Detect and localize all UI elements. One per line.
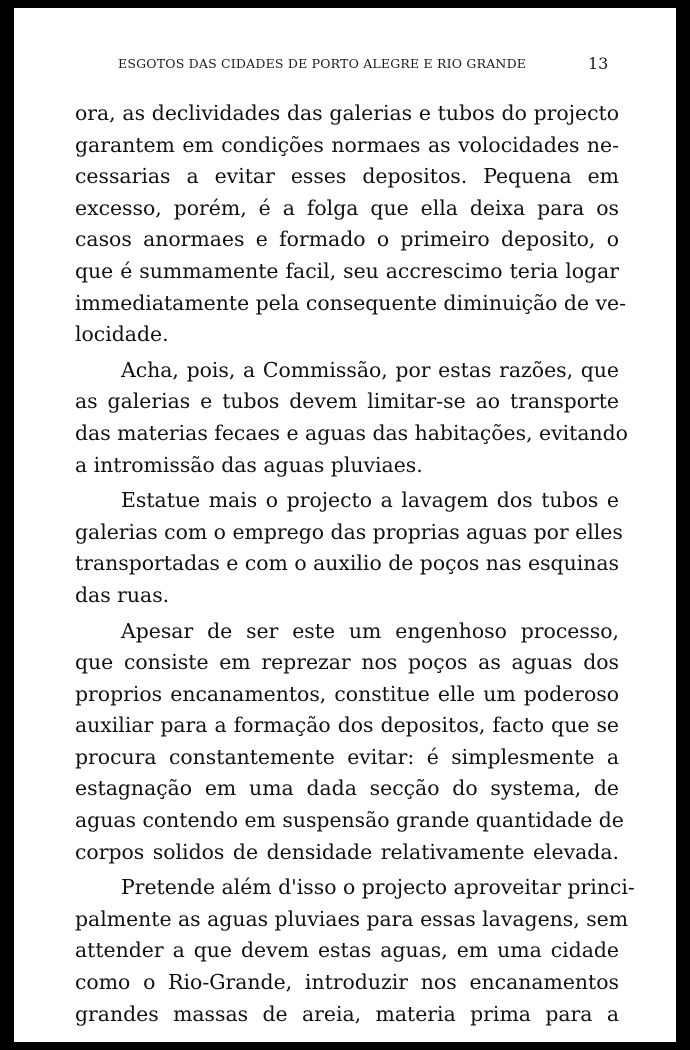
paragraph-3 <box>75 485 623 611</box>
text-line: que consiste em reprezar nos poços as aguas dos <box>75 650 619 675</box>
paragraph-2 <box>75 355 628 481</box>
text-line: galerias com o emprego das proprias aguas por elles <box>75 519 623 544</box>
text-line: corpos solidos de densidade relativamente elevada. <box>75 839 619 864</box>
paragraph-1 <box>75 98 627 351</box>
text-line: Apesar de ser este um engenhoso processo, <box>121 618 619 643</box>
text-line: procura constantemente evitar: é simplesmente a <box>75 744 619 769</box>
text-line: ora, as declividades das galerias e tubos do projecto <box>75 101 619 125</box>
text-line: a intromissão das aguas pluviaes. <box>75 452 423 477</box>
text-line: excesso, porém, é a folga que ella deixa para os <box>75 195 619 220</box>
text-line: das materias fecaes e aguas das habitações, evitando <box>75 420 628 445</box>
text-line: que é summamente facil, seu accrescimo teria logar <box>75 258 619 283</box>
text-line: locidade. <box>75 322 169 347</box>
text-line: como o Rio-Grande, introduzir nos encanamentos <box>75 970 619 995</box>
text-line: proprios encanamentos, constitue elle um poderoso <box>75 681 619 706</box>
page-number: 13 <box>588 54 609 73</box>
text-line: estagnação em uma dada secção do systema, de <box>75 776 619 801</box>
body-text <box>75 98 635 1030</box>
text-line: cessarias a evitar esses depositos. Pequena em <box>75 164 619 189</box>
text-line: attender a que devem estas aguas, em uma cidade <box>75 938 619 963</box>
paragraph-5 <box>75 872 635 1030</box>
book-page <box>14 8 676 1042</box>
running-head-title: ESGOTOS DAS CIDADES DE PORTO ALEGRE E RIO GRANDE <box>118 56 527 71</box>
text-line: casos anormaes e formado o primeiro deposito, o <box>75 227 619 252</box>
text-line: immediatamente pela consequente diminuição de ve- <box>75 290 627 315</box>
text-line: garantem em condições normaes as volocidades ne- <box>75 132 619 157</box>
text-line: as galerias e tubos devem limitar-se ao transporte <box>75 389 619 414</box>
text-line: Estatue mais o projecto a lavagem dos tubos e <box>121 488 619 513</box>
text-line: das ruas. <box>75 582 170 607</box>
paragraph-4 <box>75 616 624 869</box>
text-line: auxiliar para a formação dos depositos, facto que se <box>75 713 619 738</box>
text-line: aguas contendo em suspensão grande quantidade de <box>75 808 624 833</box>
text-line: Pretende além d'isso o projecto aproveitar princi- <box>121 875 635 900</box>
text-line: Acha, pois, a Commissão, por estas razões, que <box>121 357 619 382</box>
text-line: palmente as aguas pluviaes para essas lavagens, sem <box>75 906 629 931</box>
text-line: grandes massas de areia, materia prima para a <box>75 1001 619 1026</box>
text-line: transportadas e com o auxilio de poços nas esquinas <box>75 551 620 576</box>
running-head <box>14 56 676 80</box>
